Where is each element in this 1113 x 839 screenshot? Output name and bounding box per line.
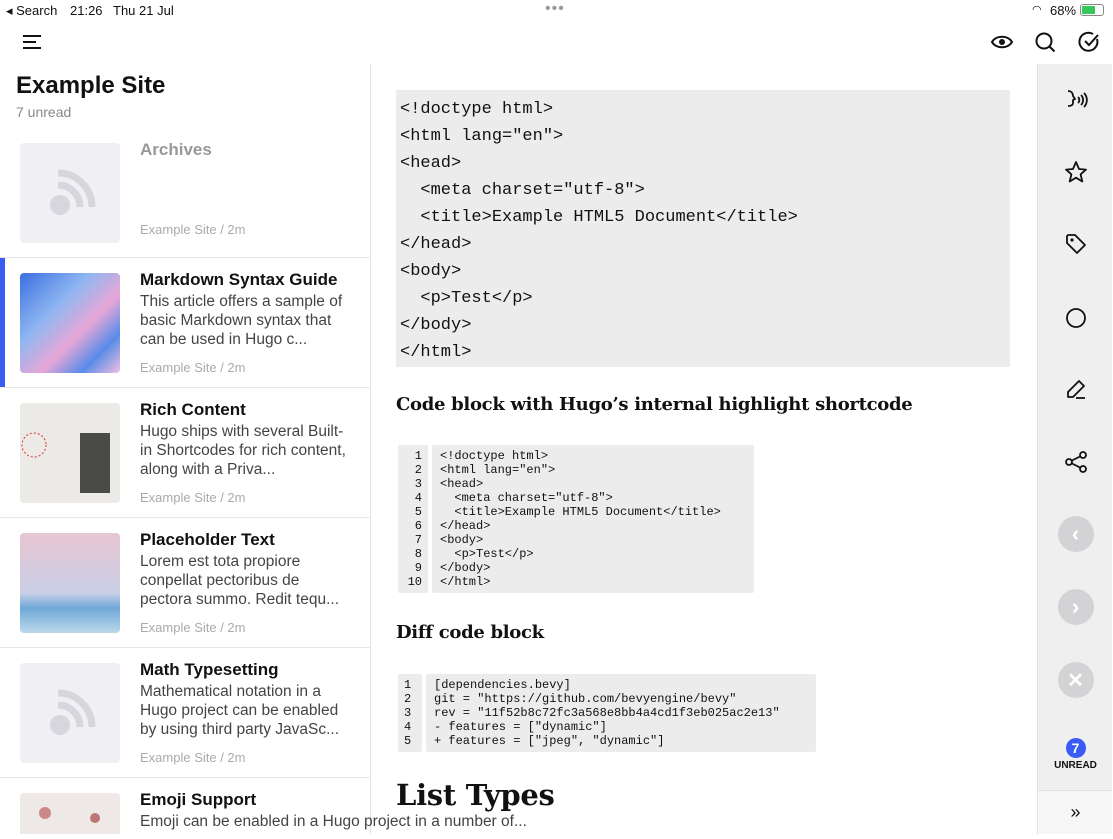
chevron-left-icon: ‹ [1058,516,1094,552]
feed-placeholder-icon [20,663,120,763]
item-summary: Lorem est tota propiore conpellat pectoribus de pectora summo. Redit tequ... [140,553,340,608]
item-meta: Example Site / 2m [140,222,246,237]
date: Thu 21 Jul [113,3,174,18]
battery-percent: 68% [1050,3,1077,18]
item-title: Placeholder Text [140,530,275,549]
item-summary: This article offers a sample of basic Markdown syntax that can be used in Hugo c... [140,293,343,348]
section-heading: List Types [396,778,555,812]
previous-article-button[interactable] [1038,514,1113,554]
article-content [371,64,1037,834]
unread-button[interactable] [1038,734,1113,774]
feed-placeholder-icon [20,143,120,243]
eye-icon[interactable] [990,30,1014,54]
item-meta: Example Site / 2m [140,360,246,375]
next-article-button[interactable] [1038,587,1113,627]
back-to-search[interactable]: ◂ Search [6,3,58,18]
item-meta: Example Site / 2m [140,620,246,635]
code-block: <!doctype html> <html lang="en"> <head> <meta charset="utf-8"> <title>Example HTML5 Document</title> </head> <body> <p>Test</p> </body> </html> [396,90,1010,367]
item-summary: Mathematical notation in a Hugo project can be enabled by using third party JavaSc... [140,683,340,738]
highlight-code-block [398,445,754,593]
item-summary: Emoji can be enabled in a Hugo project in a number of... [140,813,527,830]
close-article-button[interactable] [1038,660,1113,700]
status-bar [0,0,1112,20]
search-icon[interactable] [1033,30,1057,54]
line-numbers: 1 2 3 4 5 [398,674,422,752]
expand-double-chevron-icon[interactable]: » [1070,801,1081,822]
mark-all-read-icon[interactable] [1077,30,1101,54]
item-thumbnail [20,273,120,373]
list-item-selected[interactable] [0,258,370,388]
wifi-icon: ◠ [1032,4,1042,16]
item-title: Rich Content [140,400,246,419]
action-rail [1037,64,1112,834]
section-heading: Diff code block [396,622,544,643]
battery-icon [1080,4,1104,16]
item-thumbnail [20,403,120,503]
circle-unread-icon[interactable] [1038,298,1113,338]
diff-code-block [398,674,816,752]
star-icon[interactable] [1038,152,1113,192]
item-meta: Example Site / 2m [140,490,246,505]
item-thumbnail [20,793,120,834]
list-item[interactable] [0,128,370,258]
item-summary: Hugo ships with several Built-in Shortcodes for rich content, along with a Priva... [140,423,346,478]
section-heading: Code block with Hugo’s internal highlight shortcode [396,394,913,415]
item-title: Emoji Support [140,790,257,809]
feed-title: Example Site [16,72,166,99]
item-title: Math Typesetting [140,660,279,679]
unread-count: 7 unread [16,104,72,120]
share-icon[interactable] [1038,442,1113,482]
item-title: Markdown Syntax Guide [140,270,338,289]
item-meta: Example Site / 2m [140,750,246,765]
unread-label: UNREAD [1054,759,1097,771]
tag-icon[interactable] [1038,224,1113,264]
code-text: [dependencies.bevy] git = "https://github.com/bevyengine/bevy" rev = "11f52b8c72fc3a568e8bb4a4cd1f3eb025ac2e13" - features = ["dynamic"] + features = ["jpeg", "dynamic"] [426,674,816,752]
unread-badge: 7 [1066,738,1086,758]
text-to-speech-icon[interactable] [1038,80,1113,120]
code-text: <!doctype html> <html lang="en"> <head> <meta charset="utf-8"> <title>Example HTML5 Document</title> </head> <body> <p>Test</p> </body> </html> [432,445,754,593]
menu-icon[interactable] [20,30,44,54]
pencil-edit-icon[interactable] [1038,370,1113,410]
multitask-dots-icon[interactable]: ••• [545,0,565,17]
item-title: Archives [140,140,212,159]
toolbar [0,20,1112,64]
line-numbers: 1 2 3 4 5 6 7 8 9 10 [398,445,428,593]
time: 21:26 [70,3,103,18]
item-thumbnail [20,533,120,633]
list-item[interactable] [0,518,370,648]
list-item[interactable] [0,648,370,778]
list-item[interactable] [0,388,370,518]
chevron-right-icon: › [1058,589,1094,625]
close-icon: ✕ [1058,662,1094,698]
